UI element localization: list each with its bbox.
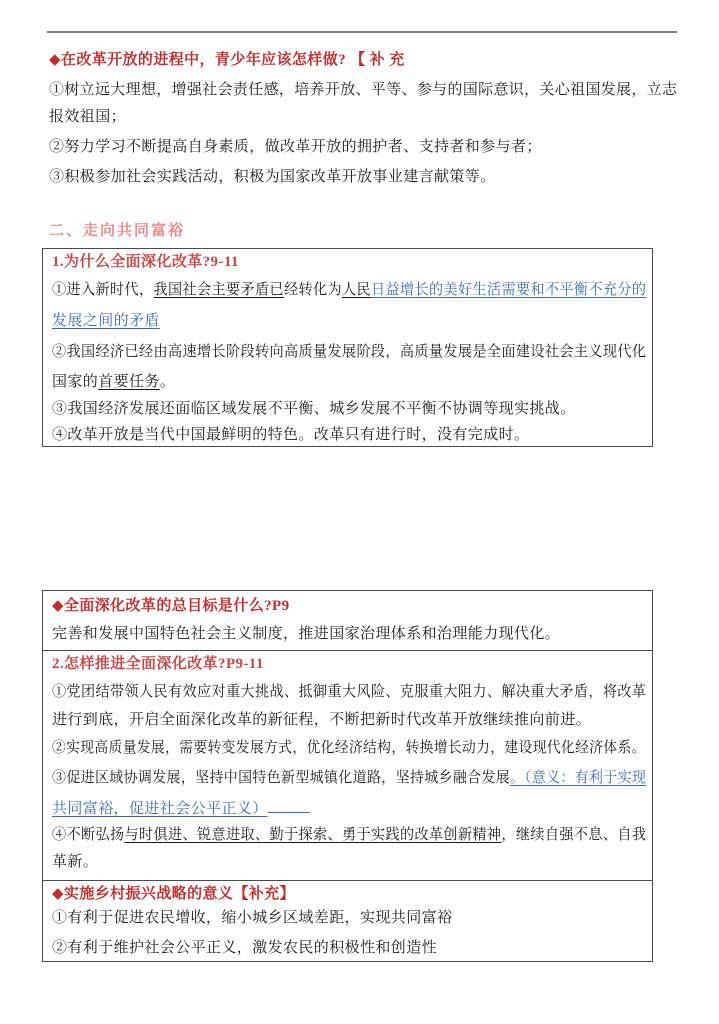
qa-box-reform-why xyxy=(42,248,653,447)
text-segment: 我国社会主要矛盾已 xyxy=(153,282,284,298)
row-divider xyxy=(43,650,652,651)
content-line: ③我国经济发展还面临区域发展不平衡、城乡发展不平衡不协调等现实挑战。 xyxy=(52,401,576,417)
content-line: ②实现高质量发展，需要转变发展方式，优化经济结构，转换增长动力，建设现代化经济体系。 xyxy=(52,740,646,756)
content-line xyxy=(52,825,647,846)
text-segment: 国家的 xyxy=(52,374,99,390)
para-line: ①树立远大理想，增强社会责任感，培养开放、平等、参与的国际意识，关心祖国发展，立志 xyxy=(49,82,678,98)
content-line: ②有利于维护社会公平正义，激发农民的积极性和创造性 xyxy=(52,940,438,956)
text-segment: ①进入新时代， xyxy=(52,282,154,298)
content-line xyxy=(52,797,310,818)
content-line: 进行到底，开启全面深化改革的新征程，不断把新时代改革开放继续推向前进。 xyxy=(52,712,592,728)
text-segment: 发展之间的矛盾 xyxy=(52,313,160,329)
content-line: ④改革开放是当代中国最鲜明的特色。改革只有进行时，没有完成时。 xyxy=(52,427,530,443)
box1-title: 1.为什么全面深化改革?9-11 xyxy=(52,254,239,270)
para-line: ②努力学习不断提高自身素质，做改革开放的拥护者、支持者和参与者； xyxy=(49,139,542,155)
row-divider xyxy=(43,880,652,881)
text-segment: 经转化为 xyxy=(283,282,342,298)
content-line: 完善和发展中国特色社会主义制度，推进国家治理体系和治理能力现代化。 xyxy=(52,626,561,642)
box2-row2-title: 2.怎样推进全面深化改革?P9-11 xyxy=(52,656,264,672)
text-segment: 。 xyxy=(159,374,176,390)
content-line: ①有利于促进农民增收，缩小城乡区域差距，实现共同富裕 xyxy=(52,910,453,926)
supplement-heading: ◆在改革开放的进程中，青少年应该怎样做? 【 补 充 xyxy=(49,52,405,68)
content-line: 革新。 xyxy=(52,854,99,870)
text-segment: 共同富裕，促进社会公平正义） xyxy=(52,801,268,817)
text-segment: ③促进区域协调发展，坚持中国特色新型城镇化道路，坚持城乡融合发展 xyxy=(52,770,511,786)
text-segment: 与时俱进、锐意进取、勤于探索、勇于实践的改革创新精神 xyxy=(124,827,502,843)
content-line xyxy=(52,311,160,332)
content-line: ①党团结带领人民有效应对重大挑战、抵御重大风险、克服重大阻力、解决重大矛盾，将改革 xyxy=(52,684,647,700)
text-segment: ，继续自强不息、自我 xyxy=(501,827,647,843)
text-segment: 首要任务 xyxy=(98,374,160,390)
text-segment: 。（意义：有利于实现 xyxy=(510,770,647,786)
content-line: ②我国经济已经由高速增长阶段转向高质量发展阶段，高质量发展是全面建设社会主义现代化 xyxy=(52,344,647,360)
para-line: 报效祖国； xyxy=(49,109,127,125)
box2-row3-title: ◆实施乡村振兴战略的意义【补充】 xyxy=(52,886,295,902)
underline-tail xyxy=(268,797,310,813)
text-segment: 日益增长的美好生活需要和不平衡不充分的 xyxy=(370,282,647,298)
content-line xyxy=(52,768,647,789)
box2-row1-title: ◆全面深化改革的总目标是什么?P9 xyxy=(52,598,290,614)
text-segment: ④不断弘扬 xyxy=(52,827,125,843)
content-line xyxy=(52,372,175,393)
qa-box-reform-how xyxy=(42,590,653,962)
section-heading: 二、走向共同富裕 xyxy=(49,223,186,239)
text-segment: 人民 xyxy=(341,282,371,298)
page-top-rule xyxy=(47,31,677,33)
para-line: ③积极参加社会实践活动，积极为国家改革开放事业建言献策等。 xyxy=(49,169,496,185)
content-line xyxy=(52,280,647,301)
